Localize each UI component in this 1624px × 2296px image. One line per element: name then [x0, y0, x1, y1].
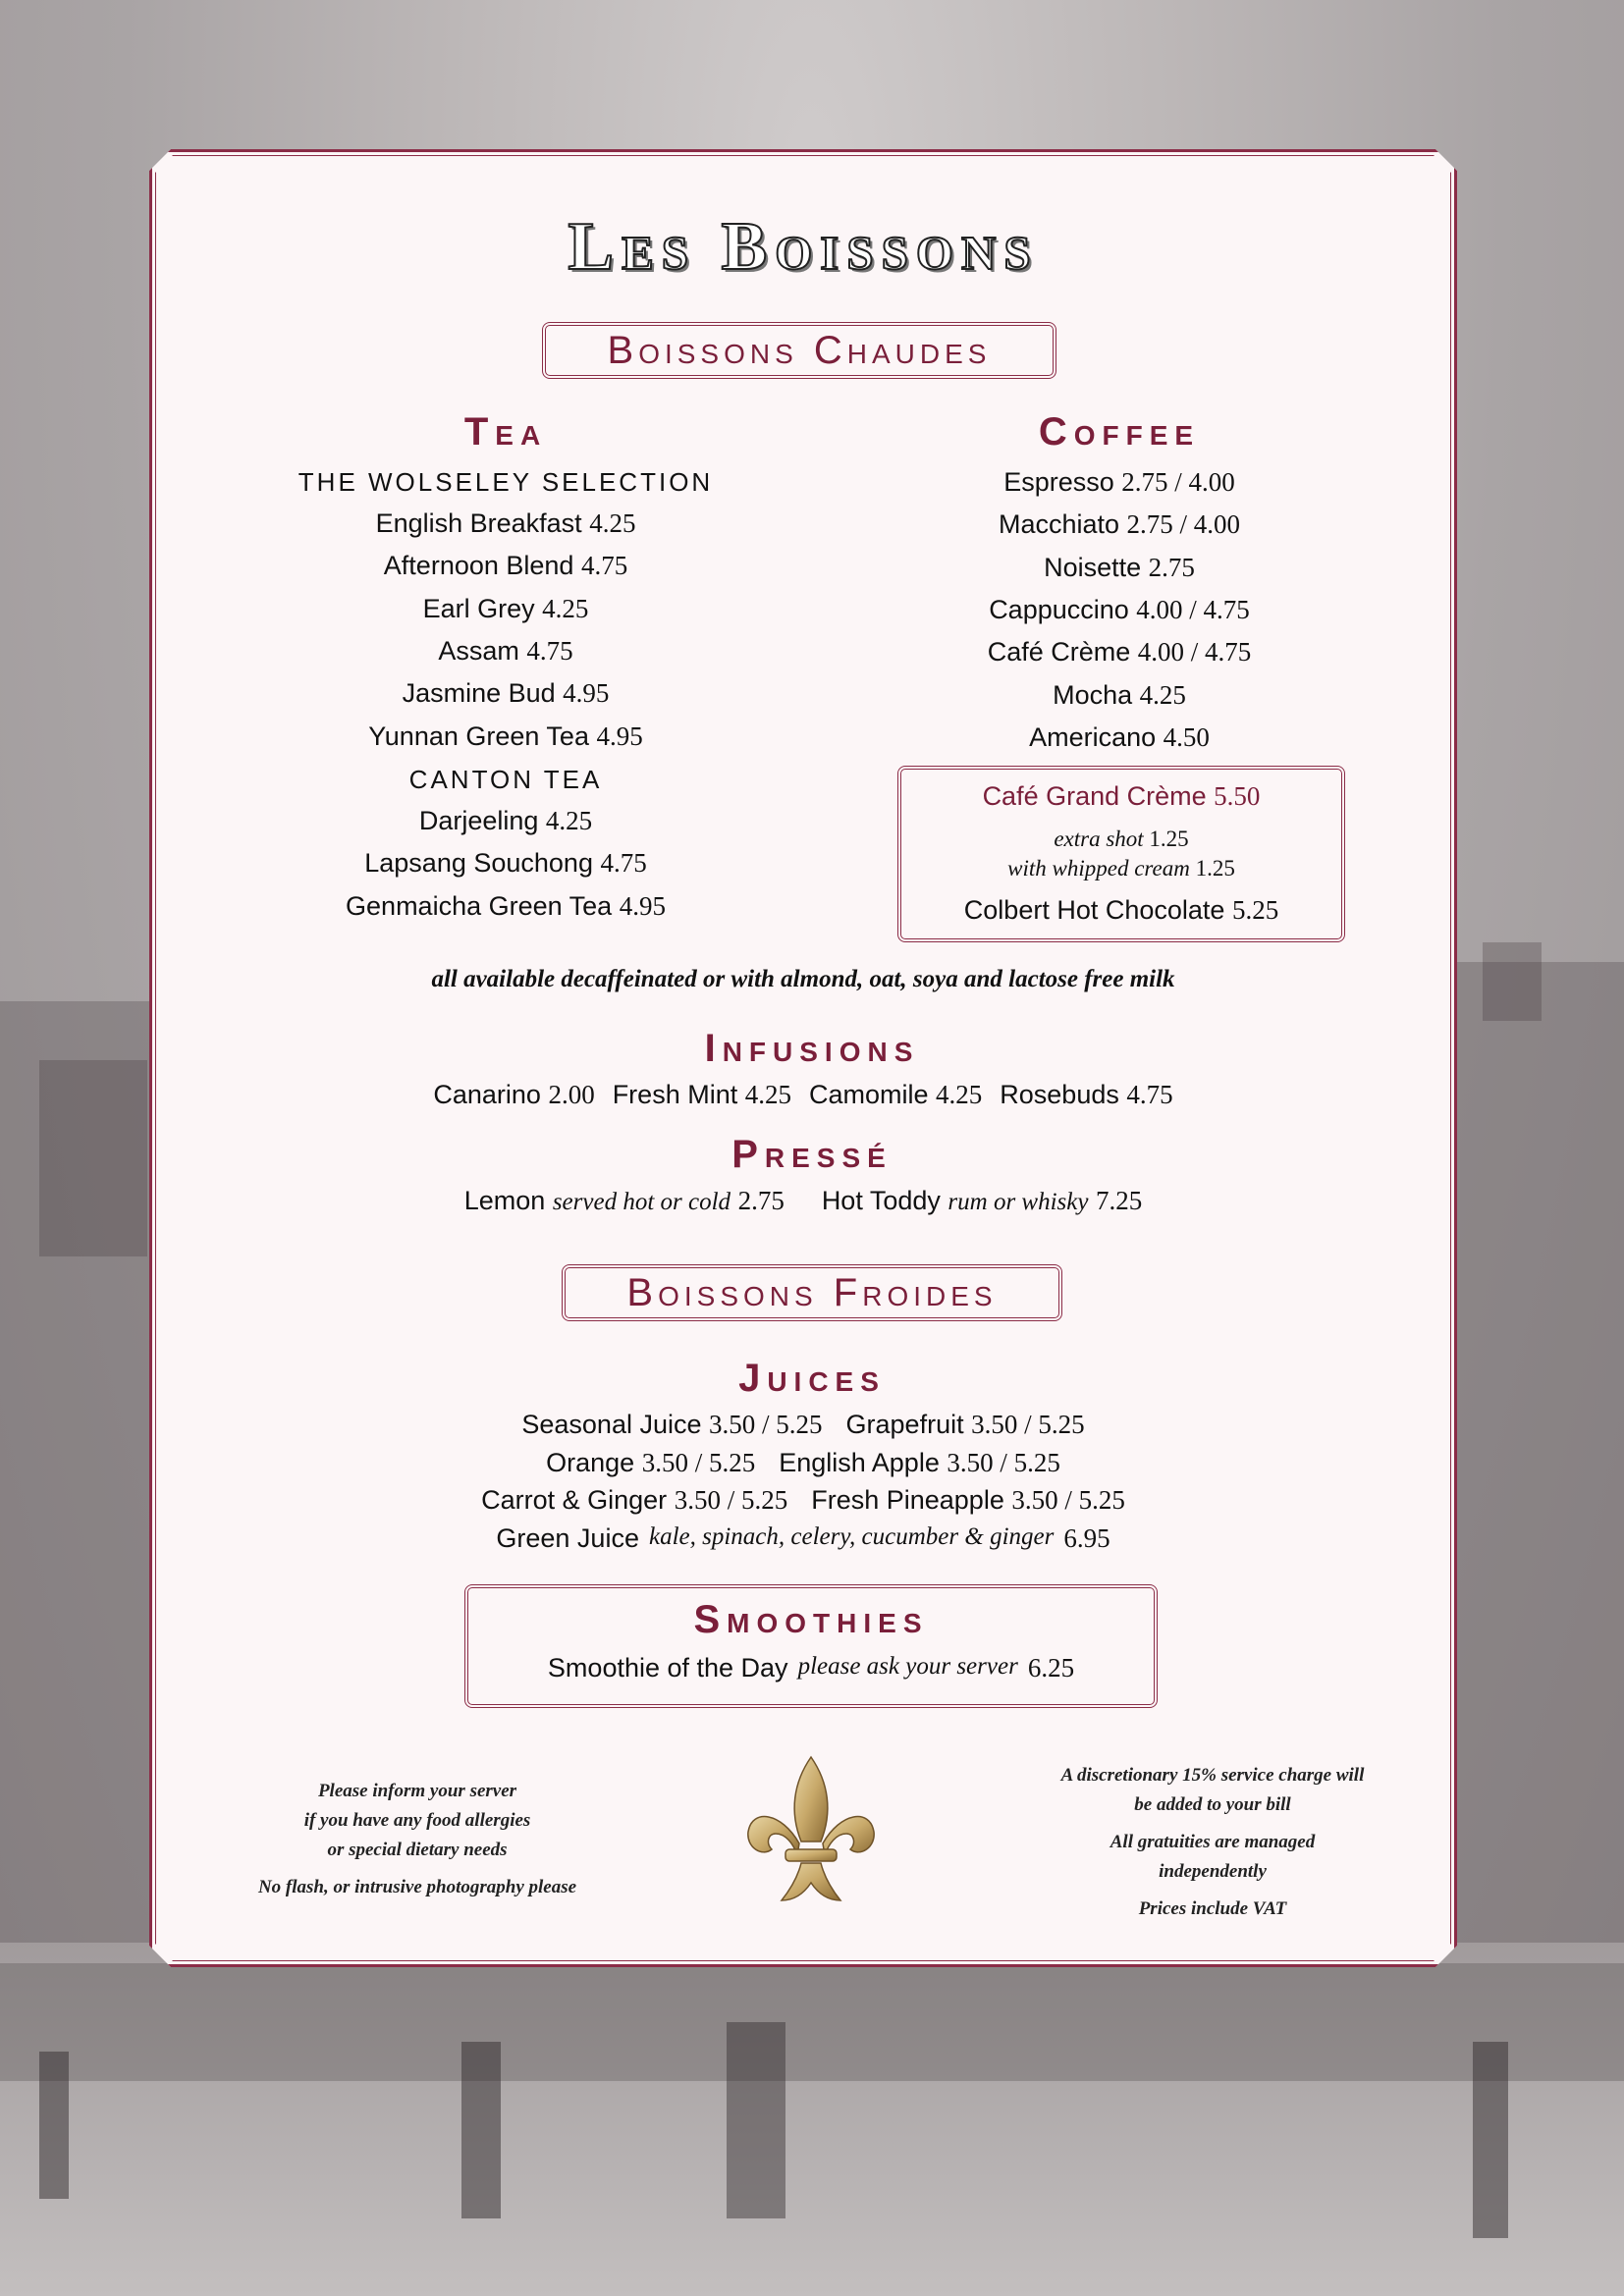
infusion-price: 4.25	[744, 1080, 791, 1109]
fleur-de-lis-icon	[742, 1753, 880, 1912]
grand-creme-price: 5.50	[1214, 781, 1261, 811]
coffee-heading: Coffee	[1038, 410, 1201, 454]
allergy-line: or special dietary needs	[327, 1840, 508, 1860]
menu-item-name: Darjeeling	[418, 806, 539, 835]
extra-shot-price: 1.25	[1149, 827, 1189, 851]
presse-name: Hot Toddy	[821, 1186, 941, 1215]
section-label-cold-text: Boissons Froides	[626, 1270, 998, 1314]
service-line: A discretionary 15% service charge will	[1060, 1765, 1365, 1786]
juices-heading: Juices	[738, 1357, 886, 1400]
juice-name: Fresh Pineapple	[811, 1485, 1004, 1516]
menu-item	[908, 680, 1330, 711]
menu-item-name: Macchiato	[998, 509, 1120, 540]
green-juice-price: 6.95	[1063, 1523, 1110, 1553]
juice-price: 3.50 / 5.25	[947, 1447, 1060, 1477]
juice-row	[149, 1485, 1457, 1516]
grand-creme-name: Café Grand Crème	[982, 781, 1207, 811]
menu-item	[260, 678, 751, 709]
milk-note: all available decaffeinated or with almond, oat, soya and lactose free milk	[431, 966, 1175, 992]
presse-note: served hot or cold	[552, 1189, 731, 1215]
juice-name: English Apple	[779, 1447, 940, 1477]
juice-name: Orange	[546, 1447, 635, 1477]
menu-item-name: Jasmine Bud	[402, 678, 556, 709]
menu-item-price: 4.25	[1139, 679, 1186, 710]
menu-item	[260, 848, 751, 879]
menu-item	[260, 721, 751, 752]
menu-item-price: 2.75 / 4.00	[1121, 467, 1235, 497]
menu-item	[908, 595, 1330, 625]
menu-item-name: Noisette	[1044, 552, 1142, 582]
allergy-line: if you have any food allergies	[303, 1810, 531, 1831]
presse-name: Lemon	[463, 1186, 546, 1215]
gratuity-line: independently	[1159, 1861, 1267, 1882]
menu-item-name: Genmaicha Green Tea	[346, 890, 613, 921]
menu-item-price: 4.75	[580, 551, 628, 581]
juice-name: Carrot & Ginger	[481, 1485, 668, 1516]
menu-item	[260, 806, 751, 836]
menu-item-name: Lapsang Souchong	[364, 848, 593, 879]
juice-item	[546, 1448, 755, 1478]
gratuity-line: All gratuities are managed	[1110, 1832, 1316, 1852]
menu-item	[260, 891, 751, 922]
wolseley-selection-label: THE WOLSELEY SELECTION	[298, 467, 714, 497]
menu-item	[260, 508, 751, 539]
menu-item-price: 4.25	[589, 508, 636, 538]
infusion-item	[809, 1080, 982, 1110]
smoothie-price: 6.25	[1027, 1653, 1075, 1682]
presse-item	[464, 1186, 785, 1216]
menu-item	[260, 636, 751, 667]
menu-item-price: 4.95	[619, 890, 666, 921]
menu-item-name: Americano	[1029, 721, 1157, 752]
whipped-cream-label: with whipped cream	[1007, 856, 1190, 881]
juice-item	[846, 1410, 1085, 1440]
extra-shot-label: extra shot	[1054, 827, 1144, 851]
infusions-row	[149, 1080, 1457, 1110]
infusion-price: 4.75	[1126, 1080, 1173, 1109]
allergy-notice	[196, 1777, 638, 1902]
green-juice-item	[149, 1523, 1457, 1554]
menu-item-price: 4.00 / 4.75	[1136, 594, 1250, 624]
menu-item-price: 4.00 / 4.75	[1137, 637, 1252, 667]
hot-chocolate-price: 5.25	[1231, 895, 1279, 925]
juice-price: 3.50 / 5.25	[674, 1485, 788, 1516]
menu-item-price: 4.95	[563, 678, 610, 709]
infusion-item	[613, 1080, 791, 1110]
hot-chocolate-item	[897, 895, 1345, 926]
canton-tea-label: CANTON TEA	[408, 765, 603, 794]
menu-item-name: Yunnan Green Tea	[368, 721, 589, 751]
section-label-hot-text: Boissons Chaudes	[607, 328, 992, 372]
menu-item-name: Afternoon Blend	[383, 551, 574, 581]
allergy-line: Please inform your server	[317, 1781, 517, 1801]
menu-item	[260, 551, 751, 581]
juice-item	[811, 1485, 1125, 1516]
infusion-name: Rosebuds	[1000, 1080, 1119, 1109]
presse-price: 7.25	[1095, 1186, 1143, 1215]
menu-item-price: 4.95	[596, 721, 643, 751]
infusion-item	[433, 1080, 594, 1110]
green-juice-name: Green Juice	[496, 1523, 639, 1553]
infusions-heading: Infusions	[704, 1027, 920, 1070]
menu-item-name: Mocha	[1053, 679, 1133, 710]
page-title: Les Boissons	[568, 209, 1039, 285]
smoothie-name: Smoothie of the Day	[547, 1653, 788, 1682]
tea-heading: Tea	[463, 410, 548, 454]
whipped-cream-item	[897, 856, 1345, 881]
menu-item-price: 4.50	[1163, 721, 1210, 752]
presse-heading: Pressé	[731, 1133, 893, 1176]
juice-price: 3.50 / 5.25	[1011, 1485, 1125, 1516]
juice-price: 3.50 / 5.25	[971, 1410, 1085, 1439]
juice-row	[149, 1410, 1457, 1440]
menu-item-name: Espresso	[1003, 467, 1114, 497]
juice-item	[521, 1410, 822, 1440]
menu-item-price: 4.75	[526, 635, 573, 666]
juice-item	[481, 1485, 787, 1516]
menu-item-price: 4.25	[542, 593, 589, 623]
menu-item	[908, 509, 1330, 540]
section-label-hot	[542, 322, 1056, 379]
infusion-item	[1000, 1080, 1172, 1110]
presse-item	[822, 1186, 1142, 1216]
menu-item	[908, 467, 1330, 498]
smoothie-note: please ask your server	[797, 1653, 1018, 1680]
menu-item-price: 4.75	[600, 848, 647, 879]
grand-creme-item	[897, 781, 1345, 812]
juice-price: 3.50 / 5.25	[709, 1410, 823, 1439]
smoothie-item	[464, 1653, 1158, 1683]
menu-item-name: Earl Grey	[422, 593, 535, 623]
service-line: be added to your bill	[1134, 1794, 1291, 1815]
whipped-cream-price: 1.25	[1195, 856, 1235, 881]
menu-item	[260, 594, 751, 624]
service-notice	[992, 1761, 1434, 1924]
infusion-name: Camomile	[808, 1080, 929, 1109]
menu-item-price: 2.75	[1148, 552, 1195, 582]
juice-name: Grapefruit	[845, 1410, 964, 1439]
juice-price: 3.50 / 5.25	[641, 1447, 756, 1477]
juice-item	[779, 1448, 1060, 1478]
presse-price: 2.75	[737, 1186, 785, 1215]
green-juice-note: kale, spinach, celery, cucumber & ginger	[648, 1523, 1055, 1550]
presse-row	[149, 1186, 1457, 1216]
infusion-name: Canarino	[433, 1080, 541, 1109]
extra-shot-item	[897, 827, 1345, 852]
infusion-price: 4.25	[936, 1080, 983, 1109]
presse-note: rum or whisky	[947, 1189, 1089, 1215]
smoothies-heading: Smoothies	[693, 1598, 929, 1641]
hot-chocolate-name: Colbert Hot Chocolate	[963, 895, 1225, 925]
menu-item-price: 4.25	[545, 806, 593, 835]
juice-name: Seasonal Juice	[521, 1410, 702, 1439]
menu-item-name: Assam	[438, 635, 519, 666]
vat-notice: Prices include VAT	[1138, 1898, 1287, 1919]
menu-item-name: Cappuccino	[989, 594, 1129, 624]
photography-notice: No flash, or intrusive photography please	[257, 1877, 577, 1897]
menu-item-price: 2.75 / 4.00	[1126, 509, 1241, 540]
infusion-name: Fresh Mint	[612, 1080, 738, 1109]
menu-item-name: Café Crème	[987, 637, 1131, 667]
infusion-price: 2.00	[548, 1080, 595, 1109]
section-label-cold	[562, 1264, 1062, 1321]
menu-item	[908, 553, 1330, 583]
menu-item	[908, 637, 1330, 667]
juice-row	[149, 1448, 1457, 1478]
menu-item-name: English Breakfast	[375, 508, 582, 538]
menu-item	[908, 722, 1330, 753]
